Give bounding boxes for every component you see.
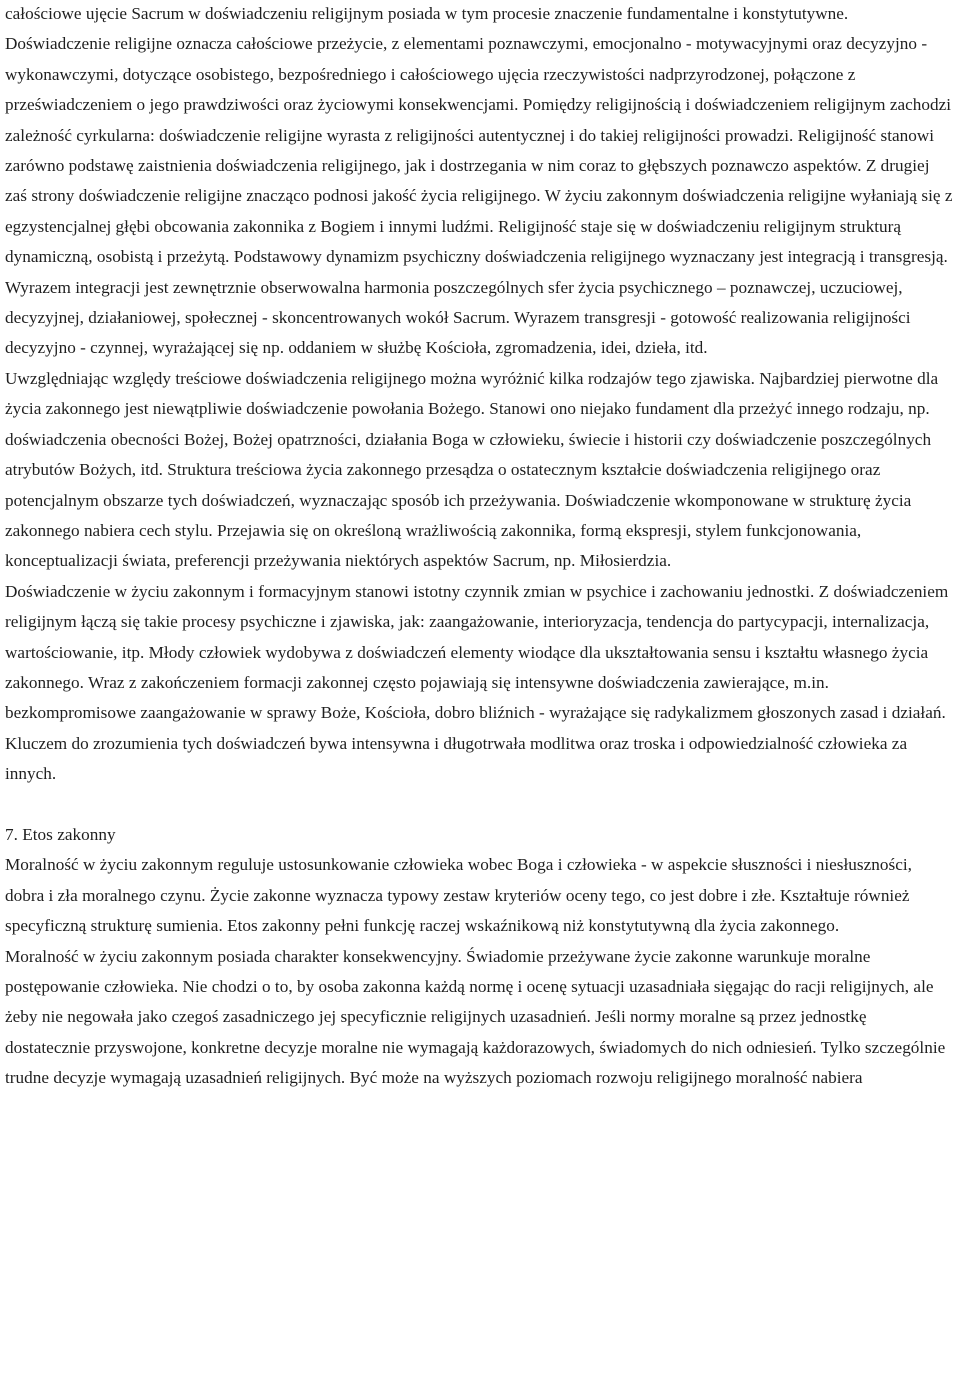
- section-heading: 7. Etos zakonny: [5, 824, 116, 844]
- section-spacer: [5, 790, 953, 820]
- paragraph-experience-in-formation: Doświadczenie w życiu zakonnym i formacyjnym stanowi istotny czynnik zmian w psychice i zachowaniu jednostki. Z doświadczeniem religijnym łączą się takie procesy psychiczne i zjawiska, jak: zaangażowanie, interioryzacja, tendencja do partycypacji, internalizacja, wartościowanie, itp. Młody człowiek wydobywa z doświadczeń elementy wiodące dla ukształtowania sensu i kształtu własnego życia zakonnego. Wraz z zakończeniem formacji zakonnej często pojawiają się intensywne doświadczenia zawierające, m.in. bezkompromisowe zaangażowanie w sprawy Boże, Kościoła, dobro bliźnich - wyrażające się radykalizmem głoszonych zasad i działań. Kluczem do zrozumienia tych doświadczeń bywa intensywna i długotrwała modlitwa oraz troska i odpowiedzialność człowieka za innych.: [5, 581, 949, 784]
- paragraph-morality-consequential: Moralność w życiu zakonnym posiada charakter konsekwencyjny. Świadomie przeżywane życie zakonne warunkuje moralne postępowanie człowieka. Nie chodzi o to, by osoba zakonna każdą normę i ocenę sytuacji uzasadniała sięgając do racji religijnych, ale żeby nie negowała jako czegoś zasadniczego jej specyficznie religijnych uzasadnień. Jeśli normy moralne są przez jednostkę dostatecznie przyswojone, konkretne decyzje moralne nie wymagają każdorazowych, świadomych do nich odniesień. Tylko szczególnie trudne decyzje wymagają uzasadnień religijnych. Być może na wyższych poziomach rozwoju religijnego moralność nabiera: [5, 946, 946, 1088]
- paragraph-types-of-experience: Uwzględniając względy treściowe doświadczenia religijnego można wyróżnić kilka rodzajów tego zjawiska. Najbardziej pierwotne dla życia zakonnego jest niewątpliwie doświadczenie powołania Bożego. Stanowi ono niejako fundament dla przeżyć innego rodzaju, np. doświadczenia obecności Bożej, Bożej opatrzności, działania Boga w człowieku, świecie i historii czy doświadczenie poszczególnych atrybutów Bożych, itd. Struktura treściowa życia zakonnego przesądza o ostatecznym kształcie doświadczenia religijnego oraz potencjalnym obszarze tych doświadczeń, wyznaczając sposób ich przeżywania. Doświadczenie wkomponowane w strukturę życia zakonnego nabiera cech stylu. Przejawia się on określoną wrażliwością zakonnika, formą ekspresji, stylem funkcjonowania, konceptualizacji świata, preferencji przeżywania niektórych aspektów Sacrum, np. Miłosierdzia.: [5, 368, 939, 571]
- paragraph-religious-experience-definition: Doświadczenie religijne oznacza całościowe przeżycie, z elementami poznawczymi, emocjonalno - motywacyjnymi oraz decyzyjno - wykonawczymi, dotyczące osobistego, bezpośredniego i całościowego ujęcia rzeczywistości nadprzyrodzonej, połączone z przeświadczeniem o jego prawdziwości oraz życiowymi konsekwencjami. Pomiędzy religijnością i doświadczeniem religijnym zachodzi zależność cyrkularna: doświadczenie religijne wyrasta z religijności autentycznej i do takiej religijności prowadzi. Religijność stanowi zarówno podstawę zaistnienia doświadczenia religijnego, jak i dostrzegania w nim coraz to głębszych poznawczo aspektów. Z drugiej zaś strony doświadczenie religijne znacząco podnosi jakość życia religijnego. W życiu zakonnym doświadczenia religijne wyłaniają się z egzystencjalnej głębi obcowania zakonnika z Bogiem i innymi ludźmi. Religijność staje się w doświadczeniu religijnym strukturą dynamiczną, osobistą i przeżytą. Podstawowy dynamizm psychiczny doświadczenia religijnego wyznaczany jest integracją i transgresją. Wyrazem integracji jest zewnętrznie obserwowalna harmonia poszczególnych sfer życia psychicznego – poznawczej, uczuciowej, decyzyjnej, działaniowej, społecznej - skoncentrowanych wokół Sacrum. Wyrazem transgresji - gotowość realizowania religijności decyzyjno - czynnej, wyrażającej się np. oddaniem w służbę Kościoła, zgromadzenia, idei, dzieła, itd.: [5, 34, 953, 358]
- paragraph-morality-regulation: Moralność w życiu zakonnym reguluje ustosunkowanie człowieka wobec Boga i człowieka - w aspekcie słuszności i niesłuszności, dobra i zła moralnego czynu. Życie zakonne wyznacza typowy zestaw kryteriów oceny tego, co jest dobre i złe. Kształtuje również specyficzną strukturę sumienia. Etos zakonny pełni funkcję raczej wskaźnikową niż konstytutywną dla życia zakonnego.: [5, 855, 912, 936]
- paragraph-intro-continuation: całościowe ujęcie Sacrum w doświadczeniu religijnym posiada w tym procesie znaczenie fundamentalne i konstytutywne.: [5, 4, 849, 23]
- document-page: [5, 0, 953, 1094]
